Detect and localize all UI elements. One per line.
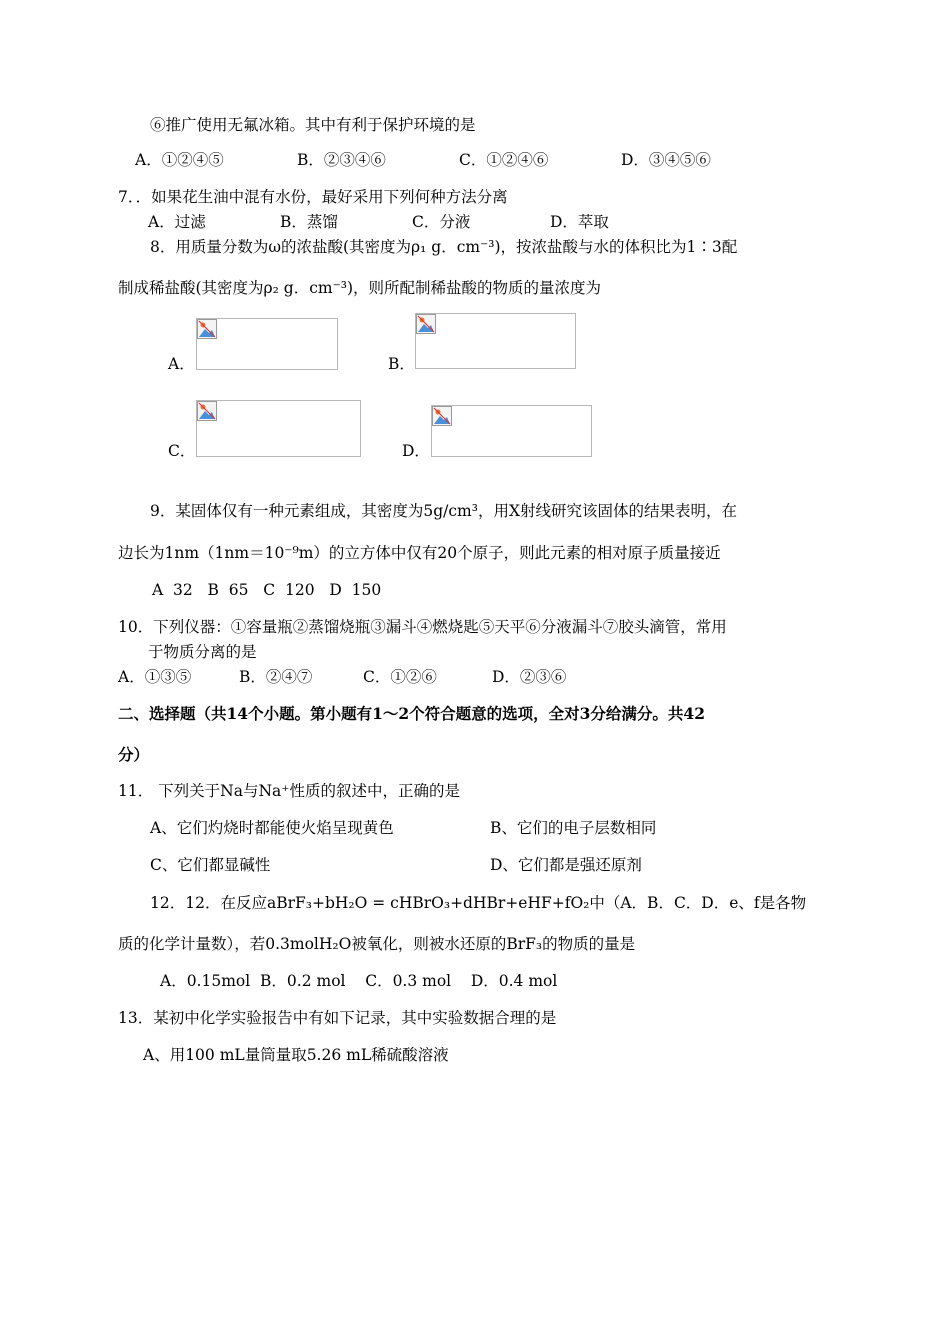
q12-options: A．0.15mol B．0.2 mol C．0.3 mol D．0.4 mol (160, 972, 558, 990)
q13-text: 13．某初中化学实验报告中有如下记录，其中实验数据合理的是 (118, 1009, 557, 1027)
broken-image-icon (432, 406, 452, 426)
q10-text-line1: 10．下列仪器：①容量瓶②蒸馏烧瓶③漏斗④燃烧匙⑤天平⑥分液漏斗⑦胶头滴管，常用 (118, 618, 727, 636)
q7-option-b: B．蒸馏 (280, 213, 338, 231)
q9-text-line1: 9．某固体仅有一种元素组成，其密度为5g/cm³，用X射线研究该固体的结果表明，在 (150, 502, 737, 520)
q8-option-c-label: C． (168, 442, 196, 460)
q7-option-a: A．过滤 (148, 213, 206, 231)
q9-options: A 32 B 65 C 120 D 150 (152, 581, 382, 599)
q6-text: ⑥推广使用无氟冰箱。其中有利于保护环境的是 (150, 116, 476, 134)
q12-text-line2: 质的化学计量数），若0.3molH₂O被氧化，则被水还原的BrF₃的物质的量是 (118, 935, 636, 953)
q8-option-c-image (196, 400, 361, 457)
section-2-heading-line2: 分） (118, 745, 150, 764)
q6-option-a: A．①②④⑤ (135, 151, 224, 169)
q8-text-line2: 制成稀盐酸(其密度为ρ₂ g．cm⁻³)，则所配制稀盐酸的物质的量浓度为 (118, 279, 602, 297)
q9-text-line2: 边长为1nm（1nm＝10⁻⁹m）的立方体中仅有20个原子，则此元素的相对原子质量接近 (118, 544, 721, 562)
q8-option-a-image (196, 318, 338, 370)
q11-option-a: A、它们灼烧时都能使火焰呈现黄色 (150, 819, 394, 837)
q10-option-c: C．①②⑥ (363, 668, 437, 686)
broken-image-icon (197, 319, 217, 339)
q12-text-line1: 12．12．在反应aBrF₃+bH₂O = cHBrO₃+dHBr+eHF+fO₂中（A．B．C．D．e、f是各物 (150, 894, 807, 912)
q11-text: 11． 下列关于Na与Na⁺性质的叙述中，正确的是 (118, 782, 460, 800)
broken-image-icon (197, 401, 217, 421)
section-2-heading-line1: 二、选择题（共14个小题。第小题有1～2个符合题意的选项，全对3分给满分。共42 (118, 704, 705, 723)
q8-option-d-label: D． (402, 442, 430, 460)
q11-option-b: B、它们的电子层数相同 (490, 819, 657, 837)
q8-option-b-image (415, 313, 576, 369)
q7-option-c: C．分液 (412, 213, 471, 231)
q13-option-a: A、用100 mL量筒量取5.26 mL稀硫酸溶液 (143, 1046, 449, 1064)
q11-option-c: C、它们都显碱性 (150, 856, 271, 874)
q8-text-line1: 8．用质量分数为ω的浓盐酸(其密度为ρ₁ g．cm⁻³)，按浓盐酸与水的体积比为1∶3配 (150, 238, 738, 256)
q10-option-d: D．②③⑥ (492, 668, 567, 686)
broken-image-icon (416, 314, 436, 334)
q6-option-d: D．③④⑤⑥ (621, 151, 711, 169)
q8-option-a-label: A． (168, 355, 195, 373)
q10-option-a: A．①③⑤ (118, 668, 192, 686)
q7-option-d: D．萃取 (550, 213, 609, 231)
q7-text: 7．．如果花生油中混有水份，最好采用下列何种方法分离 (118, 188, 508, 206)
q8-option-d-image (431, 405, 592, 457)
q8-option-b-label: B． (388, 355, 415, 373)
q10-option-b: B．②④⑦ (239, 668, 313, 686)
q11-option-d: D、它们都是强还原剂 (490, 856, 642, 874)
q6-option-c: C．①②④⑥ (459, 151, 549, 169)
q10-text-line2: 于物质分离的是 (148, 643, 257, 661)
q6-option-b: B．②③④⑥ (297, 151, 386, 169)
